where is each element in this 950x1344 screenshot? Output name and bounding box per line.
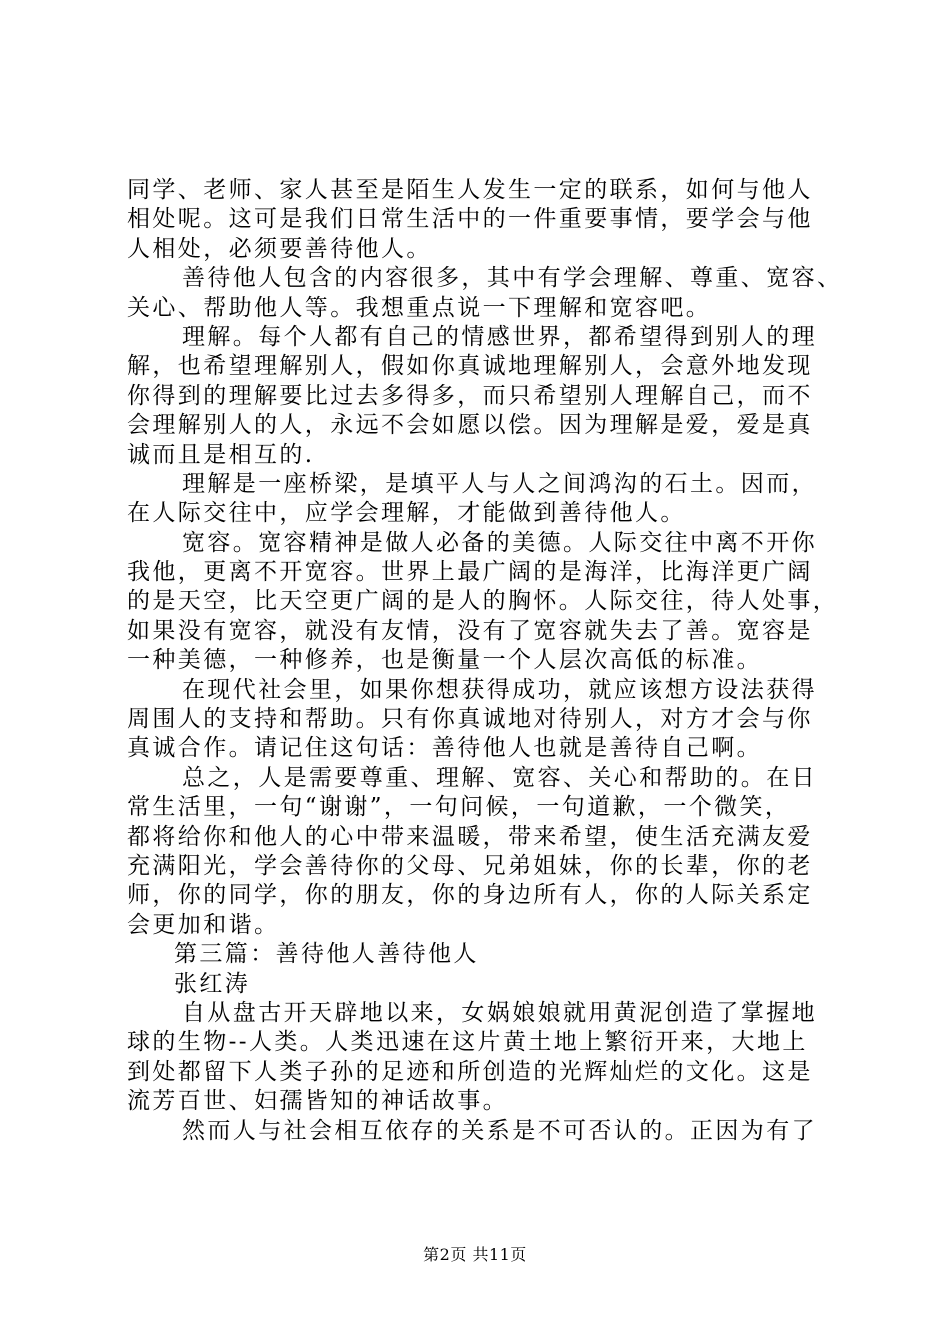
paragraph-start-line: 宽容。宽容精神是做人必备的美德。人际交往中离不开你: [182, 529, 817, 556]
text-line: 一种美德，一种修养，也是衡量一个人层次高低的标准。: [127, 647, 762, 674]
text-line: 球的生物--人类。人类迅速在这片黄土地上繁衍开来，大地上: [127, 1029, 808, 1056]
paragraph-start-line: 善待他人包含的内容很多，其中有学会理解、尊重、宽容、: [182, 265, 843, 292]
text-line: 周围人的支持和帮助。只有你真诚地对待别人，对方才会与你: [127, 706, 813, 733]
page-number-label: 第2页 共11页: [423, 1245, 527, 1264]
text-line: 流芳百世、妇孺皆知的神话故事。: [127, 1088, 508, 1115]
text-line: 人相处，必须要善待他人。: [127, 235, 432, 262]
paragraph-start-line: 理解是一座桥梁，是填平人与人之间鸿沟的石土。因而，: [182, 470, 817, 497]
text-line: 充满阳光，学会善待你的父母、兄弟姐妹，你的长辈，你的老: [127, 852, 813, 879]
text-line: 会理解别人的人，永远不会如愿以偿。因为理解是爱，爱是真: [127, 412, 813, 439]
text-line: 到处都留下人类子孙的足迹和所创造的光辉灿烂的文化。这是: [127, 1058, 813, 1085]
text-line: 真诚合作。请记住这句话：善待他人也就是善待自己啊。: [127, 735, 762, 762]
text-line: 会更加和谐。: [127, 911, 280, 938]
text-line: 解，也希望理解别人，假如你真诚地理解别人，会意外地发现: [127, 353, 813, 380]
paragraph-start-line: 在现代社会里，如果你想获得成功，就应该想方设法获得: [182, 676, 817, 703]
text-line: 如果没有宽容，就没有友情，没有了宽容就失去了善。宽容是: [127, 617, 813, 644]
paragraph-start-line: 然而人与社会相互依存的关系是不可否认的。正因为有了: [182, 1117, 817, 1144]
text-line: 师，你的同学，你的朋友，你的身边所有人，你的人际关系定: [127, 882, 813, 909]
document-body: [127, 176, 843, 1146]
text-line: 关心、帮助他人等。我想重点说一下理解和宽容吧。: [127, 294, 712, 321]
paragraph-start-line: 总之，人是需要尊重、理解、宽容、关心和帮助的。在日: [182, 764, 817, 791]
text-line: 你得到的理解要比过去多得多，而只希望别人理解自己，而不: [127, 382, 813, 409]
text-line: 同学、老师、家人甚至是陌生人发生一定的联系，如何与他人: [127, 177, 813, 203]
text-line: 都将给你和他人的心中带来温暖，带来希望，使生活充满友爱: [127, 823, 813, 850]
section-heading: 第三篇：善待他人善待他人: [174, 941, 479, 968]
text-line: 诚而且是相互的.: [127, 441, 315, 468]
author-name: 张红涛: [174, 970, 251, 997]
paragraph-start-line: 自从盘古开天辟地以来，女娲娘娘就用黄泥创造了掌握地: [182, 999, 817, 1026]
page-footer: [0, 1244, 950, 1266]
text-line: 在人际交往中，应学会理解，才能做到善待他人。: [127, 500, 686, 527]
text-line: 的是天空，比天空更广阔的是人的胸怀。人际交往，待人处事，: [127, 588, 839, 615]
paragraph-start-line: 理解。每个人都有自己的情感世界，都希望得到别人的理: [182, 323, 817, 350]
text-line: 相处呢。这可是我们日常生活中的一件重要事情，要学会与他: [127, 206, 813, 233]
text-line: 我他，更离不开宽容。世界上最广阔的是海洋，比海洋更广阔: [127, 559, 813, 586]
text-line: 常生活里，一句“谢谢”，一句问候，一句道歉，一个微笑，: [127, 794, 791, 821]
